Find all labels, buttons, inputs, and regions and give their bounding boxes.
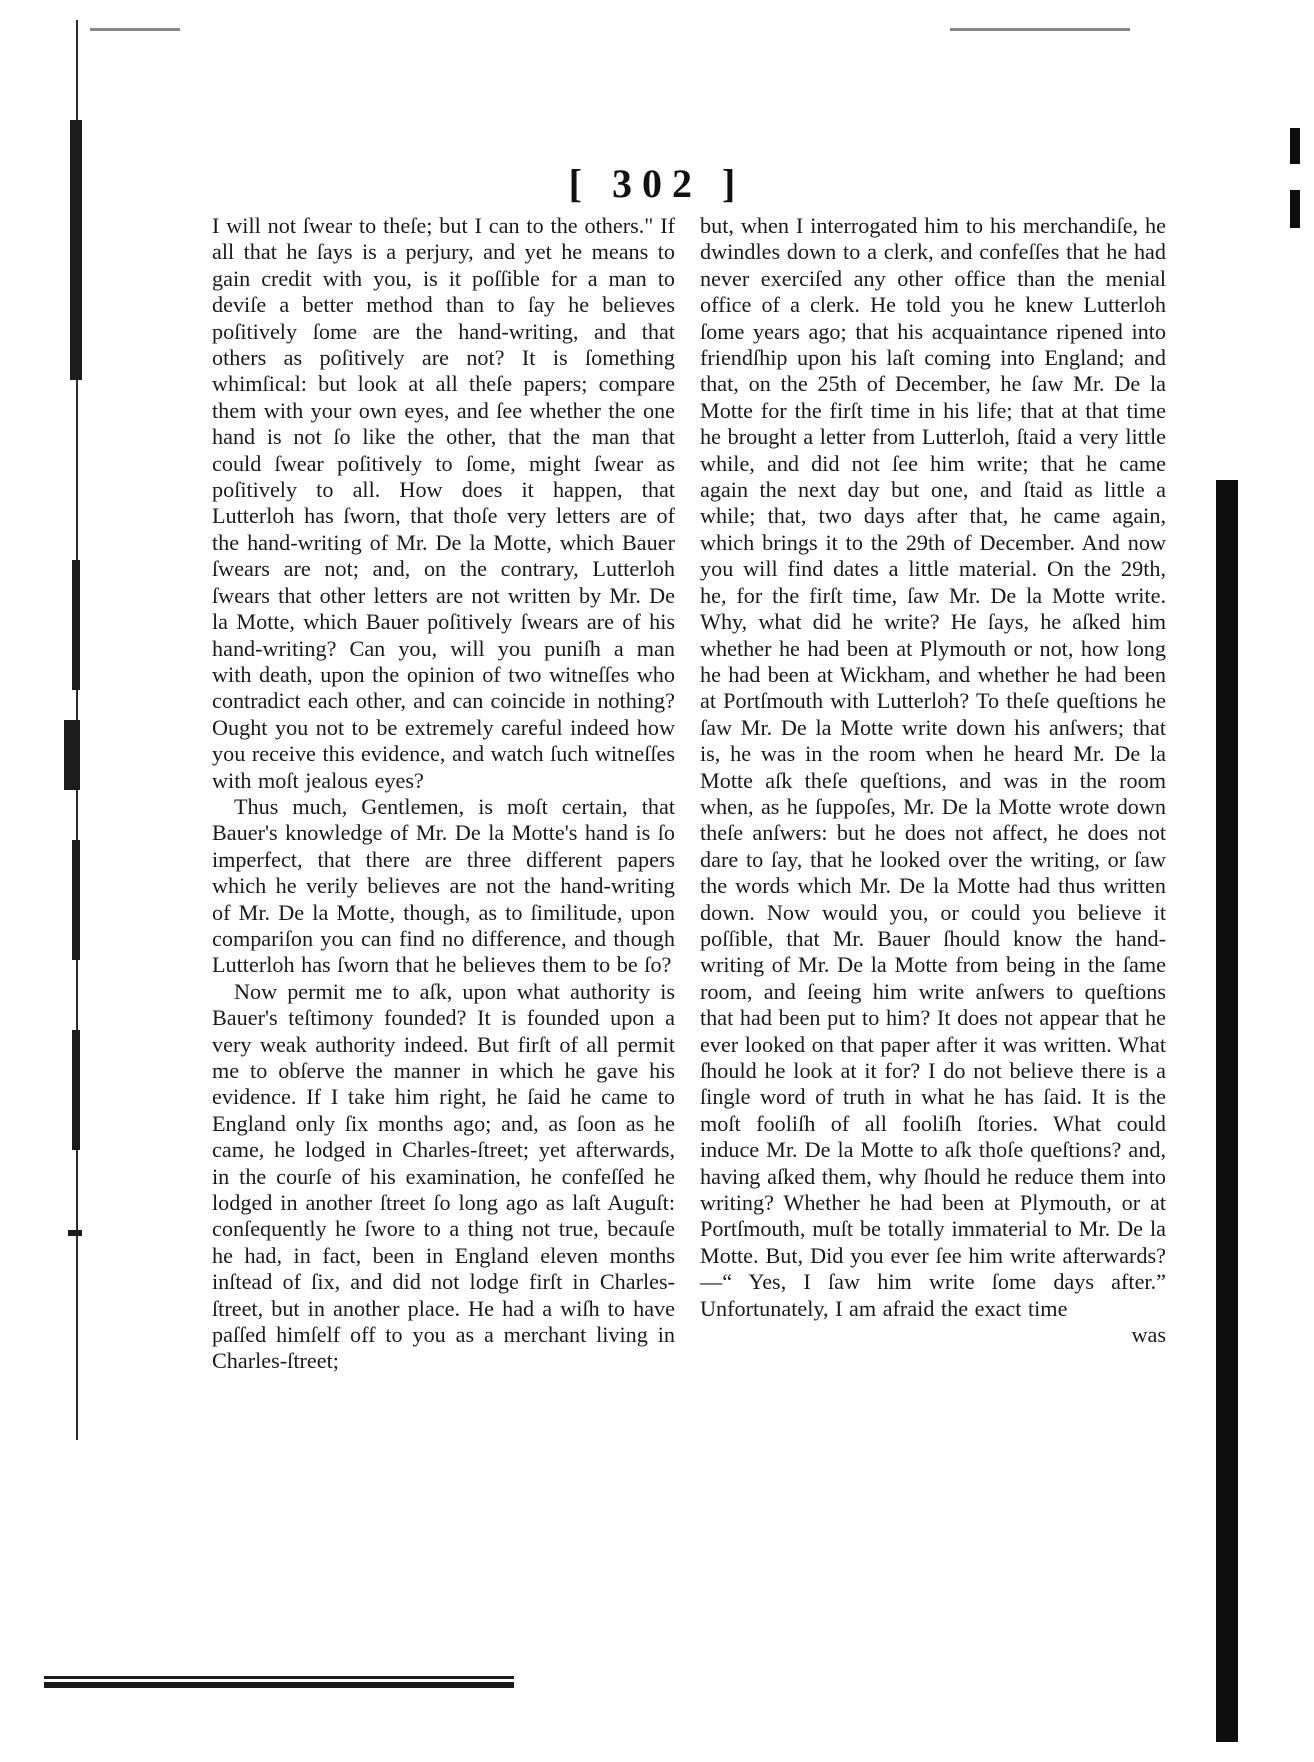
left-column (212, 213, 675, 1375)
paragraph: but, when I interrogated him to his merchandiſe, he dwindles down to a clerk, and confeſſes that he had never exerciſed any other office than the menial office of a clerk. He told you he knew Lutterloh ſome years ago; that his acquaintance ripened into friendſhip upon his laſt coming into England; and that, on the 25th of December, he ſaw Mr. De la Motte for the firſt time in his life; that at that time he brought a letter from Lutterloh, ſtaid a very little while, and did not ſee him write; that he came again the next day but one, and ſtaid as little a while; that, two days after that, he came again, which brings it to the 29th of December. And now you will find dates a little material. On the 29th, he, for the firſt time, ſaw Mr. De la Motte write. Why, what did he write? He ſays, he aſked him whether he had been at Plymouth or not, how long he had been at Wickham, and whether he had been at Portſmouth with Lutterloh? To theſe queſtions he ſaw Mr. De la Motte write down his anſwers; that is, he was in the room when he heard Mr. De la Motte aſk theſe queſtions, and was in the room when, as he ſuppoſes, Mr. De la Motte wrote down theſe anſwers: but he does not affect, he does not dare to ſay, that he looked over the writing, or ſaw the words which Mr. De la Motte had thus written down. Now would you, or could you believe it poſſible, that Mr. Bauer ſhould know the hand-writing of Mr. De la Motte from being in the ſame room, and ſeeing him write anſwers to queſtions that had been put to him? It does not appear that he ever looked on that paper after it was written. What ſhould he look at it for? I do not believe there is a ſingle word of truth in what he has ſaid. It is the moſt fooliſh of all fooliſh ſtories. What could induce Mr. De la Motte to aſk thoſe queſtions? and, having aſked them, why ſhould he reduce them into writing? Whether he had been at Plymouth, or at Portſmouth, muſt be totally immaterial to Mr. De la Motte. But, Did you ever ſee him write afterwards?—“ Yes, I ſaw him write ſome days after.” Unfortunately, I am afraid the exact time (700, 213, 1166, 1321)
paragraph: Now permit me to aſk, upon what authority is Bauer's teſtimony founded? It is founded upon a very weak authority indeed. But firſt of all permit me to obſerve the manner in which he gave his evidence. If I take him right, he ſaid he came to England only ſix months ago; and, as ſoon as he came, he lodged in Charles-ſtreet; yet afterwards, in the courſe of his examination, he confeſſed he lodged in another ſtreet ſo long ago as laſt Auguſt: conſequently he ſwore to a thing not true, becauſe he had, in fact, been in England eleven months inſtead of ſix, and did not lodge firſt in Charles-ſtreet, but in another place. He had a wiſh to have paſſed himſelf off to you as a merchant living in Charles-ſtreet; (212, 978, 675, 1374)
paragraph: Thus much, Gentlemen, is moſt certain, that Bauer's knowledge of Mr. De la Motte's hand is ſo imperfect, that there are three different papers which he verily believes are not the hand-writing of Mr. De la Motte, though, as to ſimilitude, upon compariſon you can find no difference, and though Lutterloh has ſworn that he believes them to be ſo? (212, 793, 675, 978)
right-column (700, 213, 1166, 1348)
scan-speck-top-right (950, 28, 1130, 31)
catchword: was (1131, 1322, 1166, 1348)
scan-edge-right (1194, 0, 1314, 1762)
scan-speck-top-left (90, 28, 180, 31)
scan-edge-bottom (44, 1670, 514, 1692)
paragraph: I will not ſwear to theſe; but I can to the others." If all that he ſays is a perjury, and yet he means to gain credit with you, is it poſſible for a man to deviſe a better method than to ſay he believes poſitively ſome are the hand-writing, and that others as poſitively are not? It is ſomething whimſical: but look at all theſe papers; compare them with your own eyes, and ſee whether the one hand is not ſo like the other, that the man that could ſwear poſitively to ſome, might ſwear as poſitively to all. How does it happen, that Lutterloh has ſworn, that thoſe very letters are of the hand-writing of Mr. De la Motte, which Bauer ſwears are not; and, on the contrary, Lutterloh ſwears that other letters are not written by Mr. De la Motte, which Bauer poſitively ſwears are of his hand-writing? Can you, will you puniſh a man with death, upon the opinion of two witneſſes who contradict each other, and can coincide in nothing? Ought you not to be extremely careful indeed how you receive this evidence, and watch ſuch witneſſes with moſt jealous eyes? (212, 213, 675, 793)
page-number: [ 302 ] (568, 161, 746, 206)
scan-edge-left (36, 20, 84, 1520)
